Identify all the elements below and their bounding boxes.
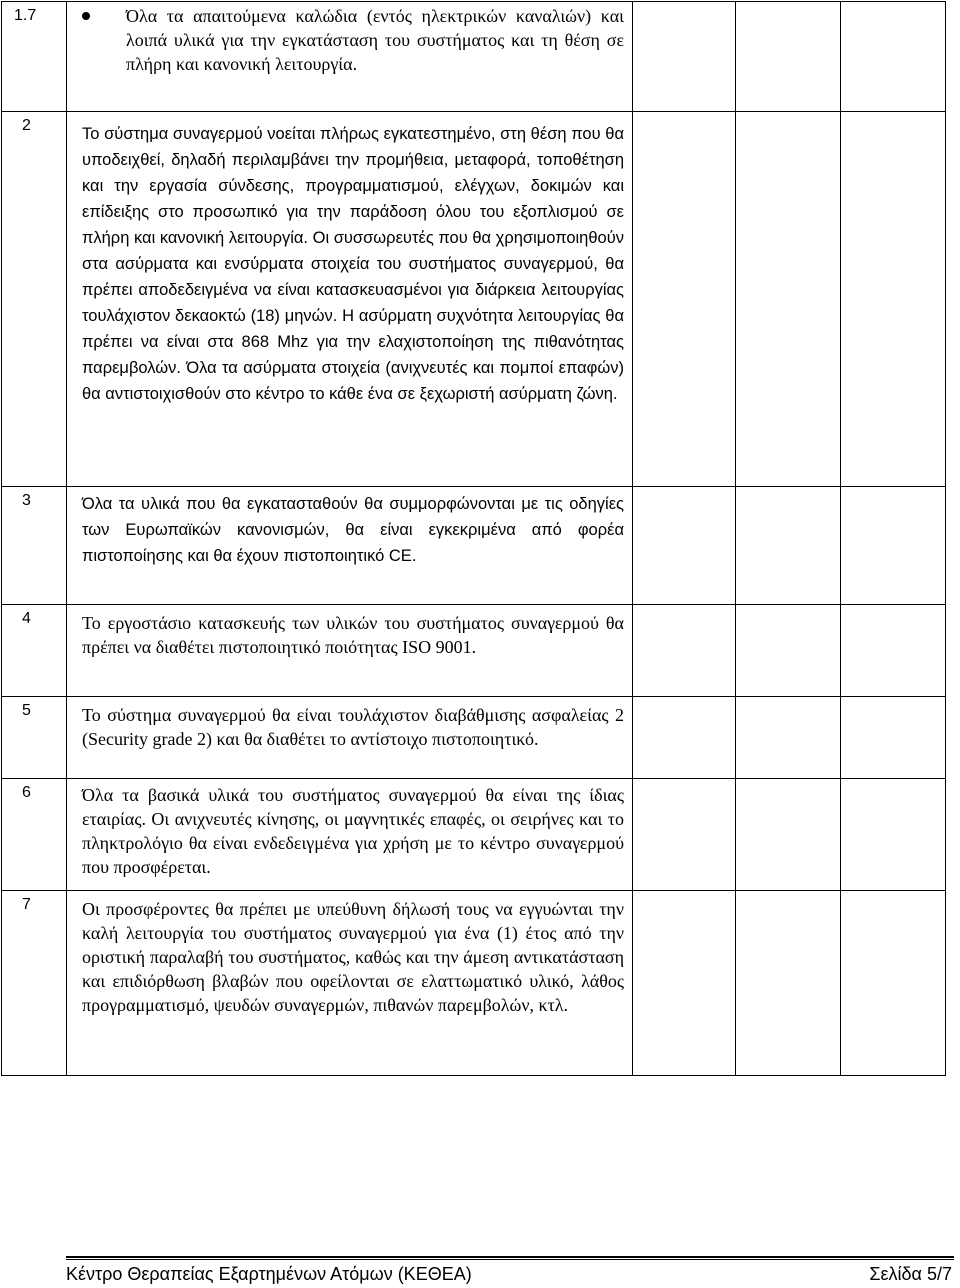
row-number: 3	[2, 487, 67, 605]
row-description-cell	[67, 605, 633, 697]
row-description-cell	[67, 2, 633, 112]
empty-cell	[736, 2, 841, 112]
footer-divider	[66, 1256, 954, 1258]
bullet-icon	[82, 12, 90, 20]
bullet-item	[82, 4, 624, 76]
empty-cell	[736, 605, 841, 697]
footer-organization: Κέντρο Θεραπείας Εξαρτημένων Ατόμων (ΚΕΘΕΑ)	[66, 1264, 472, 1284]
empty-cell	[633, 779, 736, 891]
table-row	[2, 112, 946, 487]
empty-cell	[633, 487, 736, 605]
row-description: Όλα τα βασικά υλικά του συστήματος συναγερμού θα είναι της ίδιας εταιρίας. Οι ανιχνευτές κίνησης, οι μαγνητικές επαφές, οι σειρήνες και το πληκτρολόγιο θα είναι ενδεδειγμένα για χρήση με το κέντρο συναγερμού που προσφέρεται.	[82, 785, 624, 877]
table-row	[2, 487, 946, 605]
table-row	[2, 779, 946, 891]
empty-cell	[633, 112, 736, 487]
empty-cell	[841, 605, 946, 697]
row-description: Όλα τα απαιτούμενα καλώδια (εντός ηλεκτρικών καναλιών) και λοιπά υλικά για την εγκατάσταση του συστήματος και τη θέση σε πλήρη και κανονική λειτουργία.	[126, 6, 624, 74]
empty-cell	[841, 2, 946, 112]
empty-cell	[841, 697, 946, 779]
empty-cell	[736, 697, 841, 779]
row-description: Το σύστημα συναγερμού νοείται πλήρως εγκατεστημένο, στη θέση που θα υποδειχθεί, δηλαδή περιλαμβάνει την προμήθεια, μεταφορά, τοποθέτηση και την εργασία σύνδεσης, προγραμματισμού, ελέγχων, δοκιμών και επίδειξης στο προσωπικό για την παράδοση όλου του εξοπλισμού σε πλήρη και κανονική λειτουργία. Οι συσσωρευτές που θα χρησιμοποιηθούν στα ασύρματα και ενσύρματα στοιχεία του συστήματος συναγερμού, θα πρέπει αποδεδειγμένα να είναι κατασκευασμένοι για διάρκεια λειτουργίας τουλάχιστον δεκαοκτώ (18) μηνών. Η ασύρματη συχνότητα λειτουργίας θα πρέπει να είναι στα 868 Mhz για την ελαχιστοποίηση της πιθανότητας παρεμβολών. Όλα τα ασύρματα στοιχεία (ανιχνευτές και πομποί επαφών) θα αντιστοιχισθούν στο κέντρο το κάθε ένα σε ξεχωριστή ασύρματη ζώνη.	[82, 125, 624, 403]
row-description: Το σύστημα συναγερμού θα είναι τουλάχιστον διαβάθμισης ασφαλείας 2 (Security grade 2) και θα διαθέτει το αντίστοιχο πιστοποιητικό.	[82, 705, 624, 749]
row-description-cell	[67, 891, 633, 1076]
empty-cell	[633, 2, 736, 112]
row-description-cell	[67, 487, 633, 605]
empty-cell	[841, 891, 946, 1076]
footer-divider-thin	[66, 1259, 954, 1260]
specification-table	[1, 1, 946, 1076]
empty-cell	[841, 779, 946, 891]
empty-cell	[633, 891, 736, 1076]
table-row	[2, 891, 946, 1076]
table-row	[2, 605, 946, 697]
empty-cell	[736, 487, 841, 605]
row-description-cell	[67, 697, 633, 779]
row-description: Οι προσφέροντες θα πρέπει με υπεύθυνη δήλωσή τους να εγγυώνται την καλή λειτουργία του συστήματος συναγερμού για ένα (1) έτος από την οριστική παραλαβή του συστήματος, καθώς και την άμεση αντικατάσταση και επιδιόρθωση βλαβών που οφείλονται σε ελαττωματικό υλικό, λάθος προγραμματισμό, ψευδών συναγερμών, πιθανών παρεμβολών, κτλ.	[82, 899, 624, 1015]
row-number: 4	[2, 605, 67, 697]
row-number: 1.7	[2, 2, 67, 112]
empty-cell	[633, 697, 736, 779]
row-number: 2	[2, 112, 67, 487]
row-number: 5	[2, 697, 67, 779]
row-number: 6	[2, 779, 67, 891]
empty-cell	[736, 891, 841, 1076]
row-description-cell	[67, 112, 633, 487]
empty-cell	[841, 487, 946, 605]
empty-cell	[633, 605, 736, 697]
row-description: Το εργοστάσιο κατασκευής των υλικών του συστήματος συναγερμού θα πρέπει να διαθέτει πιστοποιητικό ποιότητας ISO 9001.	[82, 613, 624, 657]
empty-cell	[736, 112, 841, 487]
row-number: 7	[2, 891, 67, 1076]
table-row	[2, 2, 946, 112]
row-description-cell	[67, 779, 633, 891]
table-row	[2, 697, 946, 779]
row-description: Όλα τα υλικά που θα εγκατασταθούν θα συμμορφώνονται με τις οδηγίες των Ευρωπαϊκών κανονισμών, θα είναι εγκεκριμένα από φορέα πιστοποίησης και θα έχουν πιστοποιητικό CE.	[82, 495, 624, 565]
footer-page-number: Σελίδα 5/7	[869, 1264, 952, 1284]
empty-cell	[736, 779, 841, 891]
empty-cell	[841, 112, 946, 487]
